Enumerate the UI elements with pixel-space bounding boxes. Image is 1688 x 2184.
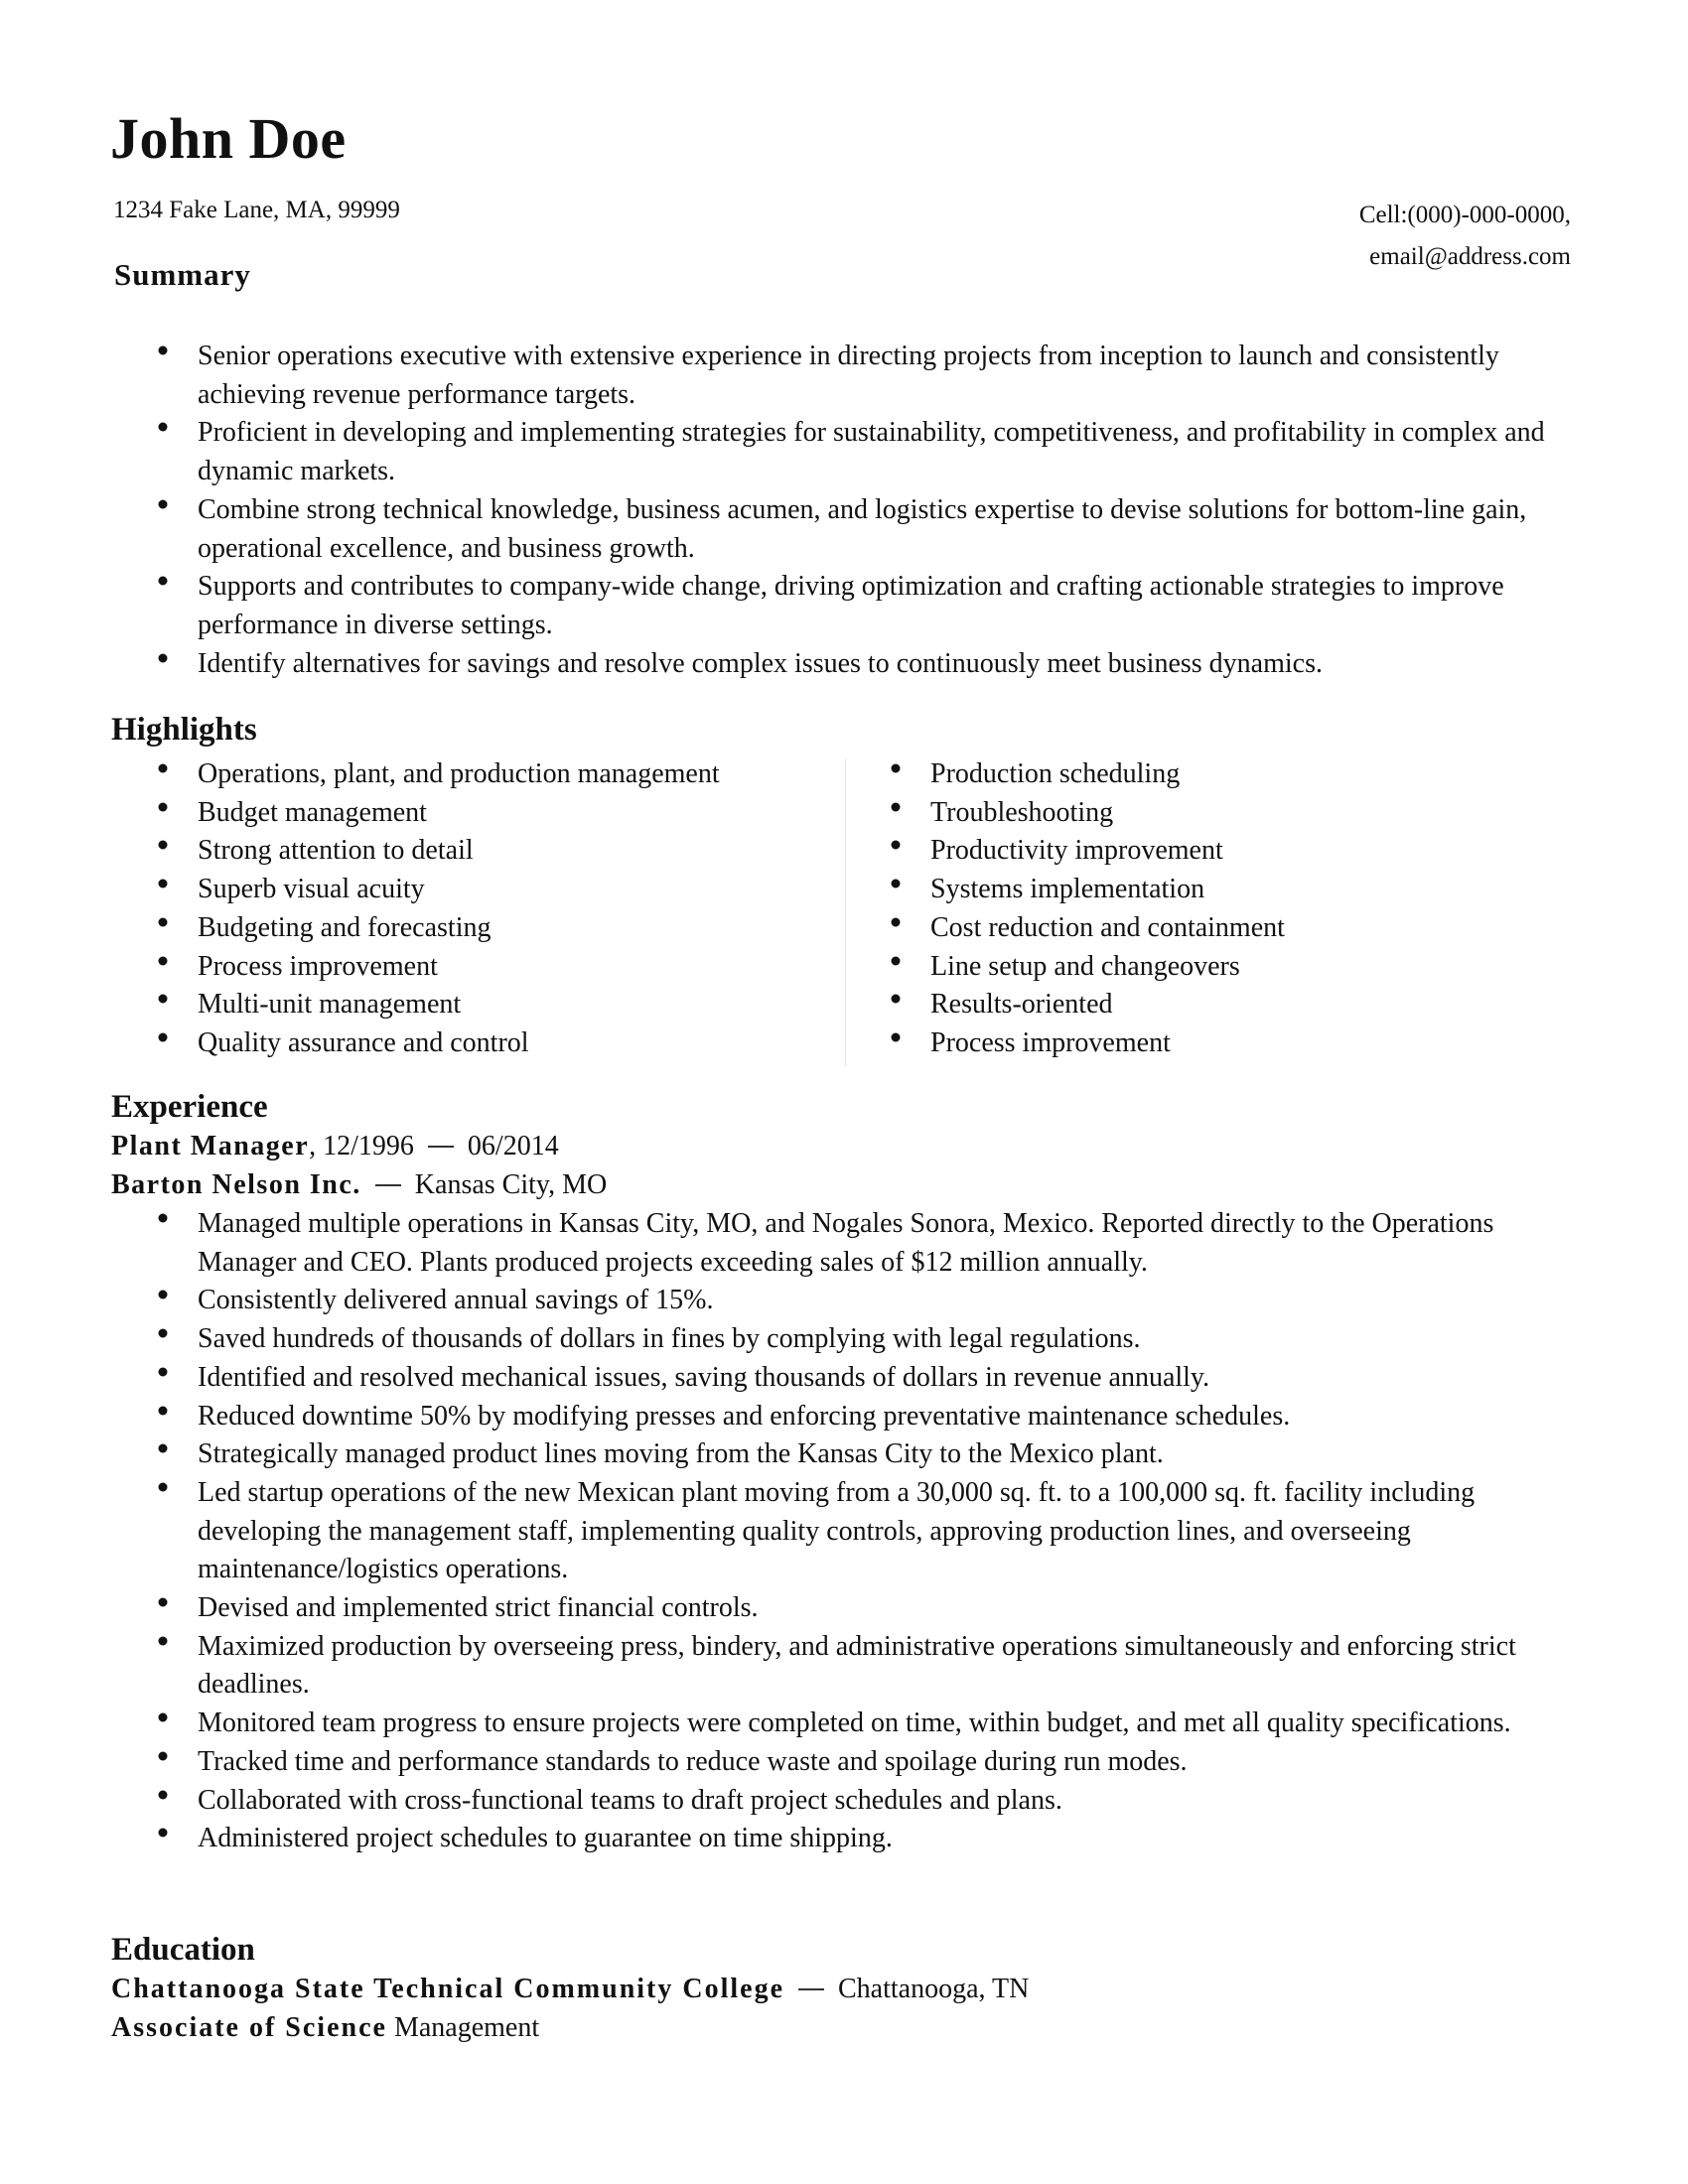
list-item: Process improvement: [884, 1024, 1559, 1063]
job-end-date: 06/2014: [467, 1131, 559, 1161]
bullet-icon: [157, 1481, 170, 1494]
bullet-icon: [157, 954, 170, 967]
list-item: Managed multiple operations in Kansas City, MO, and Nogales Sonora, Mexico. Reported directly to the Operations Manager and CEO. Plants produced projects exceeding sales of $12 million annually.: [151, 1205, 1581, 1282]
bullet-icon: [890, 1031, 903, 1044]
job-title-line: [111, 1128, 559, 1165]
list-item: Results-oriented: [884, 986, 1559, 1024]
bullet-icon: [890, 954, 903, 967]
education-title: Education: [111, 1932, 255, 1968]
bullet-icon: [157, 1327, 170, 1340]
summary-list: [151, 338, 1581, 683]
list-item: Devised and implemented strict financial controls.: [151, 1589, 1581, 1628]
bullet-icon: [157, 1749, 170, 1762]
bullet-icon: [157, 575, 170, 588]
bullet-icon: [157, 762, 170, 775]
bullet-icon: [157, 1031, 170, 1044]
list-item: Combine strong technical knowledge, business acumen, and logistics expertise to devise solutions for bottom-line gain, operational excellence, and business growth.: [151, 491, 1581, 568]
list-item: Senior operations executive with extensive experience in directing projects from inception to launch and consistently achieving revenue performance targets.: [151, 338, 1581, 414]
bullet-icon: [157, 915, 170, 928]
bullet-icon: [157, 1365, 170, 1378]
job-title: Plant Manager: [111, 1131, 310, 1161]
dash-separator: [428, 1146, 454, 1148]
list-item: Consistently delivered annual savings of 15%.: [151, 1282, 1581, 1320]
highlights-right-column: [884, 755, 1559, 1063]
dash-separator: [375, 1184, 401, 1186]
list-item: Monitored team progress to ensure projects were completed on time, within budget, and met all quality specifications.: [151, 1705, 1581, 1743]
list-item: Process improvement: [151, 948, 826, 987]
highlights-left-column: [151, 755, 826, 1063]
list-item: Line setup and changeovers: [884, 948, 1559, 987]
degree: Associate of Science: [111, 2012, 387, 2043]
highlights-title: Highlights: [111, 712, 257, 748]
highlights-divider: [845, 758, 846, 1066]
bullet-icon: [157, 800, 170, 813]
list-item: Identify alternatives for savings and resolve complex issues to continuously meet business dynamics.: [151, 645, 1581, 684]
list-item: Administered project schedules to guarantee on time shipping.: [151, 1820, 1581, 1858]
list-item: Strong attention to detail: [151, 832, 826, 871]
field-of-study: Management: [393, 2012, 540, 2043]
bullet-icon: [157, 344, 170, 357]
bullet-icon: [157, 1289, 170, 1301]
dash-separator: [798, 1988, 824, 1990]
company-name: Barton Nelson Inc.: [111, 1169, 361, 1200]
bullet-icon: [157, 1634, 170, 1647]
bullet-icon: [157, 1404, 170, 1417]
bullet-icon: [157, 1788, 170, 1801]
list-item: Operations, plant, and production management: [151, 755, 826, 794]
bullet-icon: [890, 878, 903, 890]
list-item: Collaborated with cross-functional teams to draft project schedules and plans.: [151, 1782, 1581, 1821]
bullet-icon: [157, 497, 170, 510]
bullet-icon: [890, 762, 903, 775]
contact-block: [1359, 195, 1571, 278]
list-item: Reduced downtime 50% by modifying presses and enforcing preventative maintenance schedules.: [151, 1398, 1581, 1436]
list-item: Supports and contributes to company-wide change, driving optimization and crafting actionable strategies to improve performance in diverse settings.: [151, 568, 1581, 644]
bullet-icon: [157, 993, 170, 1006]
cell-phone: Cell:(000)-000-0000,: [1358, 202, 1571, 228]
list-item: Identified and resolved mechanical issues, saving thousands of dollars in revenue annually.: [151, 1359, 1581, 1398]
list-item: Maximized production by overseeing press, bindery, and administrative operations simultaneously and enforcing strict deadlines.: [151, 1628, 1581, 1705]
bullet-icon: [157, 839, 170, 852]
list-item: Quality assurance and control: [151, 1024, 826, 1063]
list-item: Budget management: [151, 794, 826, 833]
list-item: Proficient in developing and implementing strategies for sustainability, competitiveness, and profitability in complex and dynamic markets.: [151, 414, 1581, 490]
bullet-icon: [157, 878, 170, 890]
bullet-icon: [890, 993, 903, 1006]
list-item: Cost reduction and containment: [884, 909, 1559, 948]
list-item: Multi-unit management: [151, 986, 826, 1024]
list-item: Troubleshooting: [884, 794, 1559, 833]
list-item: Strategically managed product lines moving from the Kansas City to the Mexico plant.: [151, 1435, 1581, 1474]
address: 1234 Fake Lane, MA, 99999: [113, 197, 400, 223]
bullet-icon: [890, 915, 903, 928]
list-item: Saved hundreds of thousands of dollars in fines by complying with legal regulations.: [151, 1320, 1581, 1359]
bullet-icon: [157, 1442, 170, 1455]
list-item: Productivity improvement: [884, 832, 1559, 871]
company-location: Kansas City, MO: [414, 1169, 608, 1200]
bullet-icon: [157, 1711, 170, 1724]
bullet-icon: [157, 1212, 170, 1225]
summary-title: Summary: [114, 257, 251, 292]
candidate-name: John Doe: [110, 106, 347, 171]
degree-line: [111, 2009, 539, 2047]
bullet-icon: [157, 1596, 170, 1609]
bullet-icon: [157, 651, 170, 664]
list-item: Superb visual acuity: [151, 871, 826, 909]
list-item: Budgeting and forecasting: [151, 909, 826, 948]
bullet-icon: [890, 839, 903, 852]
school-name: Chattanooga State Technical Community College: [111, 1974, 784, 2004]
list-item: Production scheduling: [884, 755, 1559, 794]
job-start-date: , 12/1996: [309, 1131, 414, 1161]
list-item: Systems implementation: [884, 871, 1559, 909]
company-line: [111, 1166, 607, 1204]
list-item: Tracked time and performance standards to reduce waste and spoilage during run modes.: [151, 1743, 1581, 1782]
experience-list: [151, 1205, 1581, 1858]
school-location: Chattanooga, TN: [838, 1974, 1030, 2004]
school-line: [111, 1971, 1029, 2008]
bullet-icon: [157, 1827, 170, 1840]
email: email@address.com: [1369, 243, 1571, 270]
experience-title: Experience: [111, 1089, 268, 1125]
list-item: Led startup operations of the new Mexican plant moving from a 30,000 sq. ft. to a 100,000 sq. ft. facility including developing the management staff, implementing quality controls, approving production lines, and overseeing maintenance/logistics operations.: [151, 1474, 1581, 1589]
bullet-icon: [157, 421, 170, 434]
bullet-icon: [890, 800, 903, 813]
